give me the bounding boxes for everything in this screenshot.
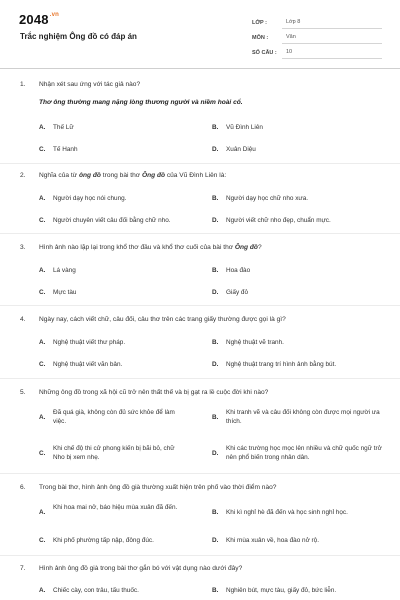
- option-text: Tế Hanh: [53, 146, 78, 153]
- option-text: Nghệ thuật viết thư pháp.: [53, 339, 126, 346]
- option-text: Khi các trường học mọc lên nhiều và chữ quốc ngữ trở nên phổ biến trong nhân dân.: [226, 445, 382, 461]
- logo-text: 2048: [19, 12, 49, 27]
- meta-value: 10: [282, 47, 382, 59]
- option-letter: C.: [39, 217, 46, 224]
- question-text: Nhận xét sau ứng với tác giả nào?: [39, 81, 141, 88]
- option-text: Người dạy học nói chung.: [53, 195, 127, 202]
- quiz-meta: [252, 15, 382, 60]
- option-text: Nghệ thuật trang trí hình ảnh bằng bút.: [226, 361, 337, 368]
- option-text: Khi tranh vẽ và câu đối không còn được mọi người ưa thích.: [226, 409, 380, 425]
- question-text-part: ?: [257, 244, 262, 251]
- header: [0, 0, 400, 69]
- option-letter: A.: [39, 195, 46, 202]
- option-text: Đã quá già, không còn đủ sức khỏe để làm việc.: [53, 409, 175, 425]
- question-text-part: Hình ảnh nào lặp lại trong khổ thơ đầu và khổ thơ cuối của bài thơ: [39, 244, 235, 251]
- option-text: Nghiên bút, mực tàu, giấy đỏ, bức liễn.: [226, 587, 337, 594]
- question-text-part: Nghĩa của từ: [39, 172, 79, 179]
- option-letter: D.: [212, 289, 219, 296]
- option-letter: B.: [212, 587, 219, 594]
- question-text: Những ông đồ trong xã hội cũ trở nên thất thế và bị gạt ra lề cuộc đời khi nào?: [39, 389, 269, 396]
- option-letter: B.: [212, 509, 219, 516]
- option-letter: B.: [212, 195, 219, 202]
- question-number: 1.: [20, 81, 26, 88]
- option-text: Khi chế độ thi cử phong kiến bị bãi bỏ, chữ Nho bị xem nhẹ.: [53, 445, 175, 461]
- option-letter: A.: [39, 587, 46, 594]
- divider: [0, 473, 400, 474]
- meta-subject: [252, 30, 382, 45]
- meta-label: SỐ CÂU :: [252, 49, 277, 56]
- option-text: Người chuyên viết câu đối bằng chữ nho.: [53, 217, 171, 224]
- option-letter: C.: [39, 289, 46, 296]
- option-letter: A.: [39, 414, 46, 421]
- divider: [0, 555, 400, 556]
- question-text: Trong bài thơ, hình ảnh ông đồ già thường xuất hiện trên phố vào thời điểm nào?: [39, 484, 277, 491]
- option-letter: B.: [212, 414, 219, 421]
- divider: [0, 233, 400, 234]
- option-text: Xuân Diệu: [226, 146, 256, 153]
- option-letter: B.: [212, 267, 219, 274]
- question-number: 7.: [20, 565, 26, 572]
- meta-value: Văn: [282, 32, 382, 44]
- meta-count: [252, 45, 382, 60]
- question-number: 5.: [20, 389, 26, 396]
- option-text: Thế Lữ: [53, 124, 74, 131]
- divider: [0, 305, 400, 306]
- question-text: [39, 243, 386, 252]
- question-text: [39, 171, 386, 180]
- divider: [0, 378, 400, 379]
- logo[interactable]: [19, 12, 59, 27]
- option-letter: A.: [39, 339, 46, 346]
- option-letter: D.: [212, 217, 219, 224]
- option-letter: D.: [212, 537, 219, 544]
- option-text: Hoa đào: [226, 267, 251, 274]
- option-text: Khi hoa mai nở, báo hiệu mùa xuân đã đến.: [53, 504, 178, 511]
- question-text: Ngày nay, cách viết chữ, câu đối, câu thơ trên các trang giấy thường được gọi là gì?: [39, 316, 286, 323]
- divider: [0, 163, 400, 164]
- meta-label: LỚP :: [252, 19, 267, 26]
- option-text: Vũ Đình Liên: [226, 124, 263, 131]
- question-number: 6.: [20, 484, 26, 491]
- question-text-part: trong bài thơ: [100, 172, 142, 179]
- option-text: Mực tàu: [53, 289, 77, 296]
- option-letter: A.: [39, 124, 46, 131]
- meta-class: [252, 15, 382, 30]
- option-text: Lá vàng: [53, 267, 76, 274]
- option-text: Khi kì nghỉ hè đã đến và học sinh nghỉ học.: [226, 509, 348, 516]
- question-text-emphasis: ông đồ: [78, 172, 101, 179]
- option-letter: C.: [39, 450, 46, 457]
- option-letter: B.: [212, 124, 219, 131]
- question-number: 4.: [20, 316, 26, 323]
- logo-domain: .vn: [49, 12, 60, 18]
- option-letter: C.: [39, 146, 46, 153]
- option-letter: A.: [39, 267, 46, 274]
- option-text: Nghệ thuật viết văn bản.: [53, 361, 123, 368]
- question-text: Hình ảnh ông đồ già trong bài thơ gắn bó với vật dụng nào dưới đây?: [39, 565, 243, 572]
- meta-label: MÔN :: [252, 34, 269, 41]
- question-text-emphasis: Ông đồ: [141, 172, 166, 179]
- option-text: Người dạy học chữ nho xưa.: [226, 195, 309, 202]
- option-letter: D.: [212, 146, 219, 153]
- option-letter: C.: [39, 537, 46, 544]
- option-text: Người viết chữ nho đẹp, chuẩn mực.: [226, 217, 331, 224]
- option-text: Giấy đỏ: [226, 289, 249, 296]
- option-letter: B.: [212, 339, 219, 346]
- question-text-part: của Vũ Đình Liên là:: [165, 172, 227, 179]
- option-text: Khi phố phường tấp nập, đông đúc.: [53, 537, 154, 544]
- option-letter: A.: [39, 509, 46, 516]
- option-letter: D.: [212, 361, 219, 368]
- option-text: Khi mùa xuân về, hoa đào nở rộ.: [226, 537, 320, 544]
- question-number: 2.: [20, 172, 26, 179]
- meta-value: Lớp 8: [282, 17, 382, 29]
- option-text: Chiếc cày, con trâu, tấu thuốc.: [53, 587, 139, 594]
- option-letter: D.: [212, 450, 219, 457]
- question-number: 3.: [20, 244, 26, 251]
- option-text: Nghệ thuật vẽ tranh.: [226, 339, 284, 346]
- option-letter: C.: [39, 361, 46, 368]
- page-title: Trắc nghiệm Ông đồ có đáp án: [20, 32, 137, 41]
- question-quote: Thơ ông thường mang nặng lòng thương người và niềm hoài cổ.: [39, 99, 243, 106]
- question-text-emphasis: Ông đồ: [234, 244, 258, 251]
